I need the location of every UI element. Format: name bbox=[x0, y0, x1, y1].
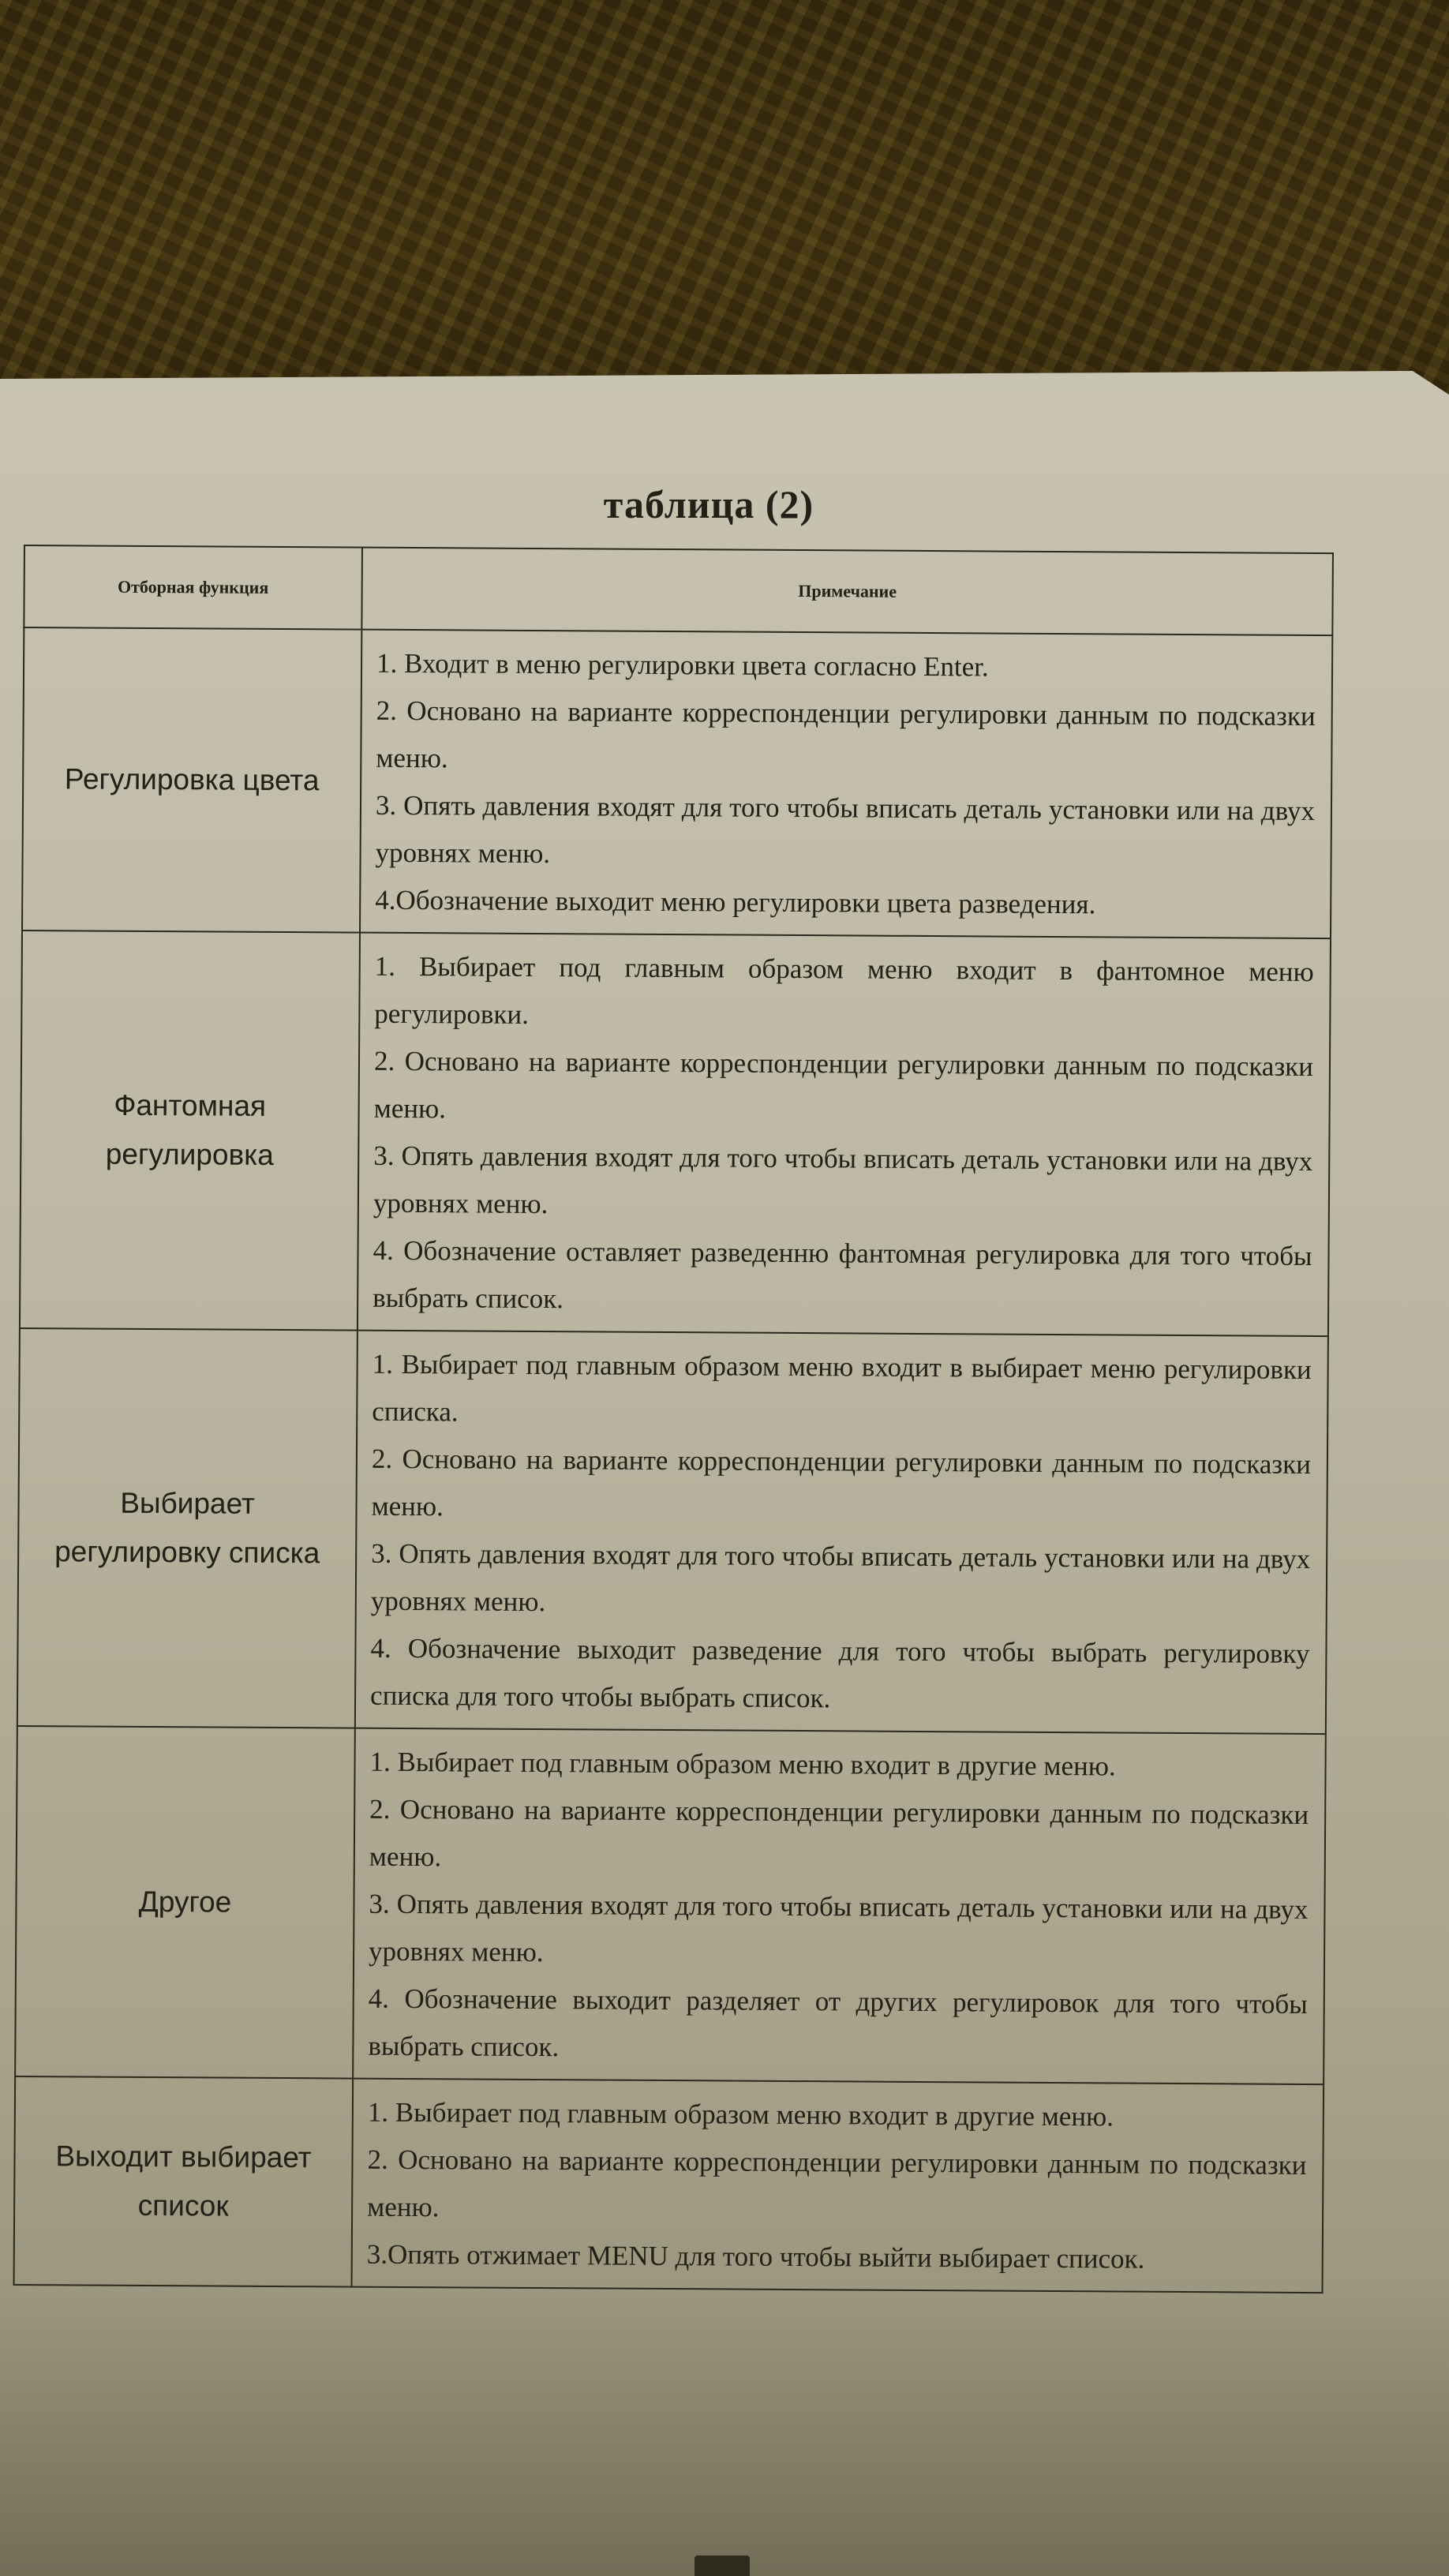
function-table bbox=[13, 545, 1334, 2293]
note-line: 4. Обозначение выходит разделяет от других регулировок для того чтобы выбрать список. bbox=[368, 1983, 1308, 2063]
note-line: 4. Обозначение выходит разведение для того чтобы выбрать регулировку списка для того чтобы выбрать список. bbox=[369, 1632, 1310, 1714]
note-line: 1. Выбирает под главным образом меню входит в другие меню. bbox=[369, 1746, 1116, 1782]
note-line: 1. Выбирает под главным образом меню входит в другие меню. bbox=[367, 2096, 1114, 2132]
binder-mark bbox=[695, 2555, 750, 2576]
table-row bbox=[20, 930, 1331, 1336]
notes-cell bbox=[358, 933, 1331, 1337]
notes-cell bbox=[353, 1728, 1326, 2085]
note-line: 1. Выбирает под главным образом меню входит в фантомное меню регулировки. bbox=[374, 950, 1314, 1030]
function-cell: Регулировка цвета bbox=[22, 627, 361, 933]
table-header-row bbox=[24, 545, 1333, 635]
note-line: 2. Основано на варианте корреспонденции регулировки данным по подсказки меню. bbox=[376, 695, 1316, 774]
note-line: 3. Опять давления входят для того чтобы вписать деталь установки или на двух уровнях меню. bbox=[370, 1537, 1311, 1618]
notes-cell bbox=[355, 1331, 1328, 1735]
note-line: 1. Входит в меню регулировки цвета согласно Enter. bbox=[376, 647, 989, 683]
table-row bbox=[14, 2076, 1324, 2293]
function-cell: Выбирает регулировку списка bbox=[17, 1328, 358, 1728]
header-note: Примечание bbox=[361, 548, 1333, 636]
note-line: 1. Выбирает под главным образом меню входит в выбирает меню регулировки списка. bbox=[372, 1348, 1312, 1428]
header-function: Отборная функция bbox=[24, 545, 362, 630]
note-line: 2. Основано на варианте корреспонденции регулировки данным по подсказки меню. bbox=[369, 1793, 1309, 1873]
note-line: 4.Обозначение выходит меню регулировки цвета разведения. bbox=[375, 884, 1096, 920]
note-line: 2. Основано на варианте корреспонденции регулировки данным по подсказки меню. bbox=[371, 1443, 1312, 1522]
function-cell: Другое bbox=[15, 1726, 355, 2079]
notes-cell bbox=[352, 2079, 1324, 2293]
table-row bbox=[22, 627, 1332, 938]
function-cell: Фантомная регулировка bbox=[20, 930, 360, 1331]
note-line: 2. Основано на варианте корреспонденции регулировки данным по подсказки меню. bbox=[367, 2144, 1307, 2223]
table-container bbox=[13, 545, 1334, 2293]
note-line: 3. Опять давления входят для того чтобы вписать деталь установки или на двух уровнях меню. bbox=[369, 1888, 1309, 1968]
carpet-background bbox=[0, 0, 1449, 410]
table-row bbox=[15, 1726, 1326, 2084]
function-cell: Выходит выбирает список bbox=[14, 2076, 354, 2287]
note-line: 4. Обозначение оставляет разведенню фантомная регулировка для того чтобы выбрать список. bbox=[373, 1234, 1312, 1315]
note-line: 3. Опять давления входят для того чтобы вписать деталь установки или на двух уровнях меню. bbox=[375, 789, 1316, 870]
note-line: 3. Опять давления входят для того чтобы вписать деталь установки или на двух уровнях меню. bbox=[373, 1140, 1313, 1220]
page-title: таблица (2) bbox=[603, 482, 814, 526]
note-line: 2. Основано на варианте корреспонденции регулировки данным по подсказки меню. bbox=[373, 1045, 1314, 1125]
note-line: 3.Опять отжимает MENU для того чтобы выйти выбирает список. bbox=[366, 2238, 1145, 2275]
notes-cell bbox=[360, 630, 1332, 939]
table-row bbox=[17, 1328, 1328, 1734]
